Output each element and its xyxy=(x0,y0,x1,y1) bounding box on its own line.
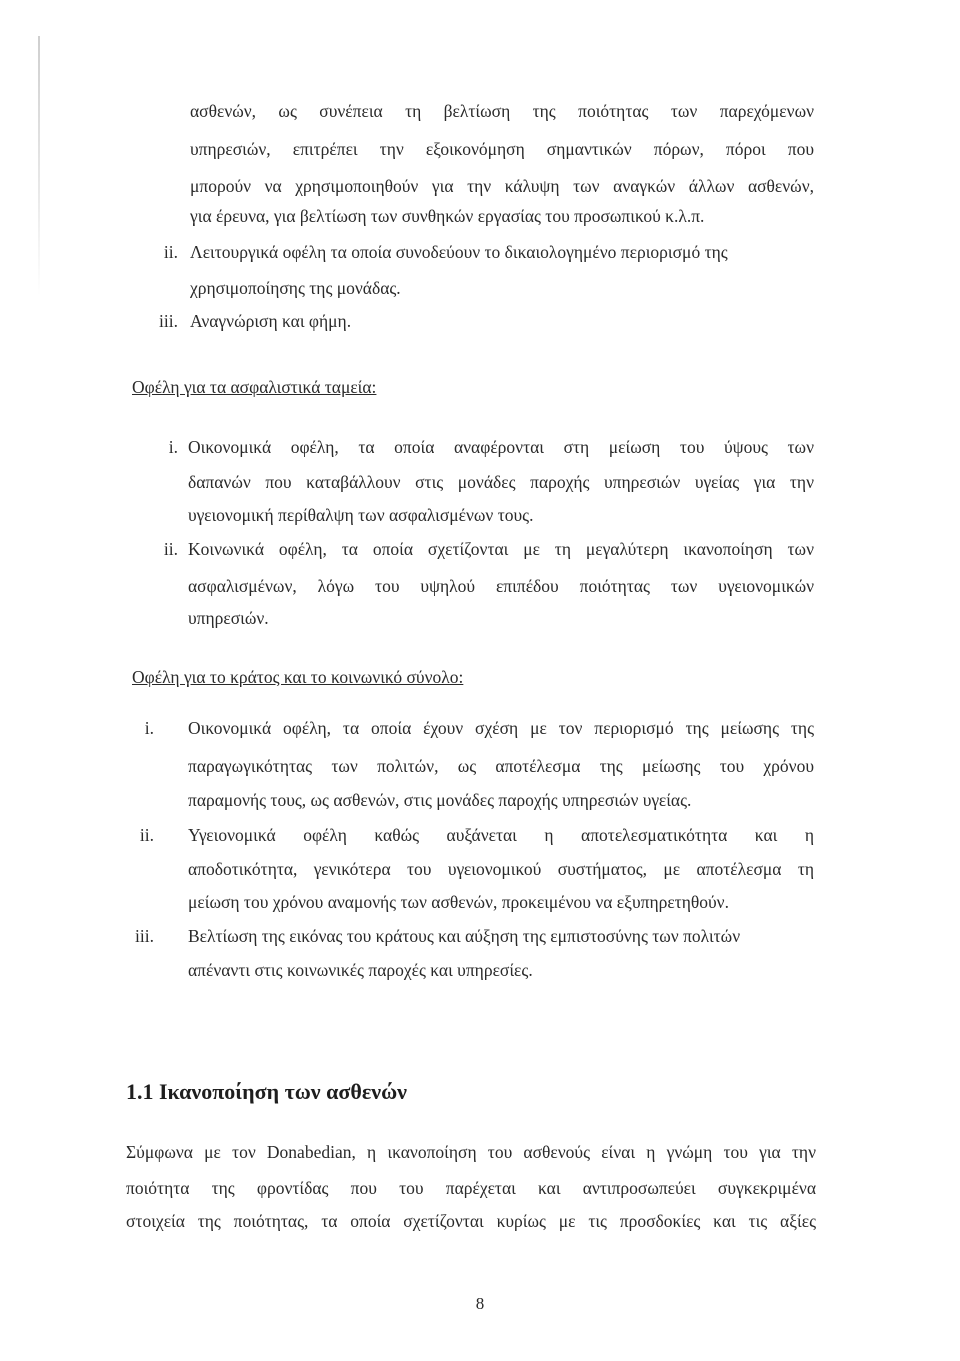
list-number: i. xyxy=(168,437,178,457)
list-number: ii. xyxy=(163,539,178,559)
list-item-line: υγειονομική περίθαλψη των ασφαλισμένων τους. xyxy=(188,505,534,525)
list-item-line: χρησιμοποίησης της μονάδας. xyxy=(190,278,401,298)
list-item-line: ασφαλισμένων, λόγω του υψηλού επιπέδου ποιότητας των υγειονομικών xyxy=(188,576,814,596)
list-item-line: Αναγνώριση και φήμη. xyxy=(190,311,352,331)
paragraph-line: ασθενών, ως συνέπεια τη βελτίωση της ποιότητας των παρεχόμενων xyxy=(190,101,814,121)
list-item-line: Οικονομικά οφέλη, τα οποία αναφέρονται στη μείωση του ύψους των xyxy=(188,437,814,457)
paragraph-line: για έρευνα, για βελτίωση των συνθηκών εργασίας του προσωπικού κ.λ.π. xyxy=(190,206,705,226)
heading-insurance-funds: Οφέλη για τα ασφαλιστικά ταμεία: xyxy=(132,377,377,397)
page-number: 8 xyxy=(475,1294,485,1313)
paragraph-line: ποιότητα της φροντίδας που του παρέχεται και αντιπροσωπεύει συγκεκριμένα xyxy=(126,1178,816,1198)
paragraph-line: στοιχεία της ποιότητας, τα οποία σχετίζονται κυρίως με τις προσδοκίες και τις αξίες xyxy=(126,1211,816,1231)
scan-edge-shadow xyxy=(38,36,40,296)
list-number: i. xyxy=(144,718,154,738)
list-item-line: αποδοτικότητα, γενικότερα του υγειονομικού συστήματος, με αποτέλεσμα τη xyxy=(188,859,814,879)
list-item-line: Υγειονομικά οφέλη καθώς αυξάνεται η αποτελεσματικότητα και η xyxy=(188,825,814,845)
paragraph-line: Σύμφωνα με τον Donabedian, η ικανοποίηση του ασθενούς είναι η γνώμη του για την xyxy=(126,1142,816,1162)
heading-state-society: Οφέλη για το κράτος και το κοινωνικό σύνολο: xyxy=(132,667,464,687)
list-number: iii. xyxy=(159,311,178,331)
list-number: ii. xyxy=(163,242,178,262)
paragraph-line: μπορούν να χρησιμοποιηθούν για την κάλυψη των αναγκών άλλων ασθενών, xyxy=(190,176,814,196)
section-title: 1.1 Ικανοποίηση των ασθενών xyxy=(126,1079,407,1104)
paragraph-line: υπηρεσιών, επιτρέπει την εξοικονόμηση σημαντικών πόρων, πόροι που xyxy=(190,139,814,159)
list-item-line: υπηρεσιών. xyxy=(188,608,269,628)
list-item-line: παραγωγικότητας των πολιτών, ως αποτέλεσμα της μείωσης του χρόνου xyxy=(188,756,814,776)
list-item-line: Λειτουργικά οφέλη τα οποία συνοδεύουν το δικαιολογημένο περιορισμό της xyxy=(190,242,728,262)
list-item-line: απέναντι στις κοινωνικές παροχές και υπηρεσίες. xyxy=(188,960,533,980)
list-item-line: παραμονής τους, ως ασθενών, στις μονάδες παροχής υπηρεσιών υγείας. xyxy=(188,790,692,810)
list-item-line: Βελτίωση της εικόνας του κράτους και αύξηση της εμπιστοσύνης των πολιτών xyxy=(188,926,741,946)
list-item-line: Οικονομικά οφέλη, τα οποία έχουν σχέση με τον περιορισμό της μείωσης της xyxy=(188,718,814,738)
list-item-line: μείωση του χρόνου αναμονής των ασθενών, προκειμένου να εξυπηρετηθούν. xyxy=(188,892,729,912)
list-item-line: δαπανών που καταβάλλουν στις μονάδες παροχής υπηρεσιών υγείας για την xyxy=(188,472,814,492)
list-item-line: Κοινωνικά οφέλη, τα οποία σχετίζονται με τη μεγαλύτερη ικανοποίηση των xyxy=(188,539,814,559)
list-number: iii. xyxy=(135,926,154,946)
list-number: ii. xyxy=(139,825,154,845)
